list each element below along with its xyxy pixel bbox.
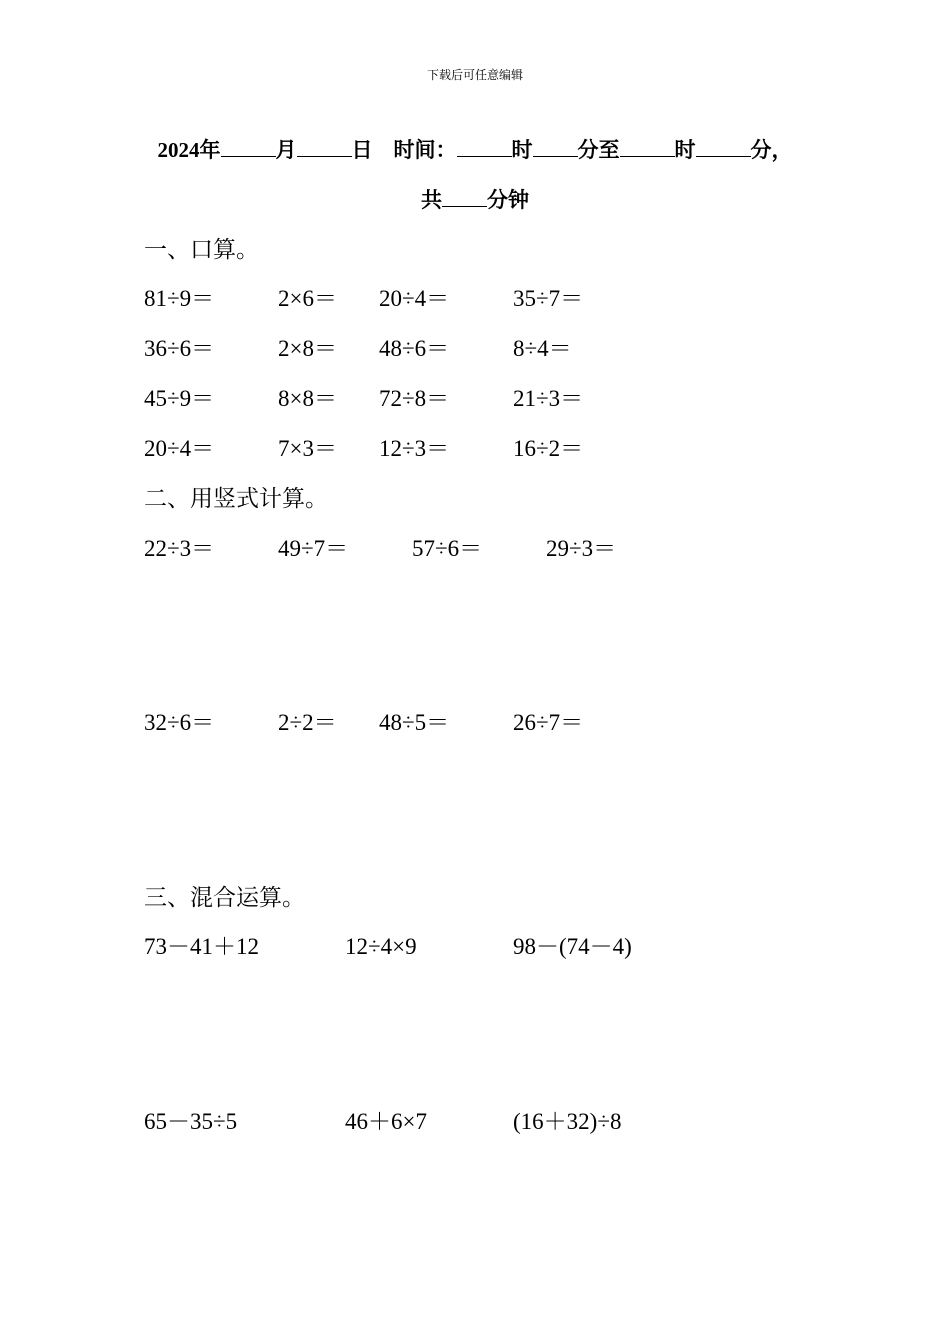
download-note: 下载后可任意编辑	[426, 68, 523, 82]
problem: 12÷4×9	[345, 934, 417, 959]
problem: 2×6＝	[278, 286, 337, 311]
end-hour-blank[interactable]	[620, 136, 675, 157]
problem: 26÷7＝	[513, 710, 584, 735]
total-prefix: 共	[421, 188, 442, 212]
section-vertical-title: 二、用竖式计算。	[144, 486, 328, 511]
problem: 2÷2＝	[278, 710, 337, 735]
problem: 46＋6×7	[345, 1109, 427, 1134]
problem: 48÷6＝	[379, 336, 450, 361]
problem: 72÷8＝	[379, 386, 450, 411]
problem: 32÷6＝	[144, 710, 215, 735]
time-label: 时间：	[393, 138, 457, 162]
total-time-line	[0, 186, 950, 214]
start-hour-blank[interactable]	[457, 136, 512, 157]
month-blank[interactable]	[221, 136, 276, 157]
problem: 7×3＝	[278, 436, 337, 461]
total-label: 分钟	[487, 188, 529, 212]
end-minute-blank[interactable]	[696, 136, 751, 157]
problem: 73－41＋12	[144, 934, 259, 959]
end-minute-label: 分，	[750, 138, 793, 162]
problem: 65－35÷5	[144, 1109, 238, 1134]
problem: 45÷9＝	[144, 386, 215, 411]
total-minutes-blank[interactable]	[442, 186, 487, 207]
problem: 16÷2＝	[513, 436, 584, 461]
problem: 12÷3＝	[379, 436, 450, 461]
problem: 48÷5＝	[379, 710, 450, 735]
problem: 81÷9＝	[144, 286, 215, 311]
problem: 29÷3＝	[546, 536, 617, 561]
problem: 2×8＝	[278, 336, 337, 361]
start-hour-label: 时	[511, 138, 533, 162]
problem: 57÷6＝	[412, 536, 483, 561]
problem: 21÷3＝	[513, 386, 584, 411]
problem: 20÷4＝	[379, 286, 450, 311]
day-label: 日	[351, 138, 373, 162]
problem: 35÷7＝	[513, 286, 584, 311]
problem: 49÷7＝	[278, 536, 349, 561]
problem: (16＋32)÷8	[513, 1109, 622, 1134]
problem: 8×8＝	[278, 386, 337, 411]
problem: 8÷4＝	[513, 336, 572, 361]
day-blank[interactable]	[297, 136, 352, 157]
date-time-line	[0, 136, 950, 164]
section-mixed-title: 三、混合运算。	[144, 885, 305, 910]
problem: 36÷6＝	[144, 336, 215, 361]
problem: 20÷4＝	[144, 436, 215, 461]
year-label: 2024年	[157, 138, 221, 162]
start-minute-blank[interactable]	[533, 136, 578, 157]
end-hour-label: 时	[674, 138, 696, 162]
month-label: 月	[275, 138, 297, 162]
problem: 22÷3＝	[144, 536, 215, 561]
problem: 98－(74－4)	[513, 934, 632, 959]
minute-to-label: 分至	[577, 138, 620, 162]
section-oral-title: 一、口算。	[144, 237, 259, 262]
